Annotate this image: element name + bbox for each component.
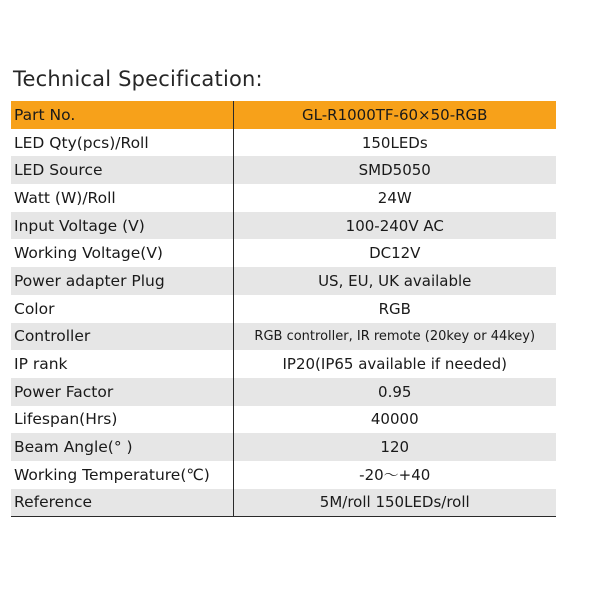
table-row [11, 212, 556, 240]
row-value: 100-240V AC [233, 212, 556, 240]
table-row [11, 489, 556, 517]
row-label: Color [11, 295, 233, 323]
page-title: Technical Specification: [13, 67, 263, 91]
table-row [11, 156, 556, 184]
row-value: 24W [233, 184, 556, 212]
row-label: Watt (W)/Roll [11, 184, 233, 212]
row-value: 0.95 [233, 378, 556, 406]
table-row [11, 267, 556, 295]
row-value: 5M/roll 150LEDs/roll [233, 489, 556, 517]
row-value: 40000 [233, 406, 556, 434]
table-row [11, 461, 556, 489]
table-header-row [11, 101, 556, 129]
row-label: Working Temperature(℃) [11, 461, 233, 489]
row-value: 150LEDs [233, 129, 556, 157]
row-value: RGB [233, 295, 556, 323]
table-row [11, 129, 556, 157]
table-row [11, 323, 556, 351]
table-row [11, 350, 556, 378]
row-label: LED Qty(pcs)/Roll [11, 129, 233, 157]
row-value: DC12V [233, 239, 556, 267]
row-value: 120 [233, 433, 556, 461]
spec-table [11, 101, 556, 517]
row-label: Power Factor [11, 378, 233, 406]
row-label: Lifespan(Hrs) [11, 406, 233, 434]
row-value: RGB controller, IR remote (20key or 44key) [233, 323, 556, 351]
row-label: Input Voltage (V) [11, 212, 233, 240]
row-value: IP20(IP65 available if needed) [233, 350, 556, 378]
table-row [11, 295, 556, 323]
row-label: Controller [11, 323, 233, 351]
table-row [11, 184, 556, 212]
part-no-value: GL-R1000TF-60×50-RGB [233, 101, 556, 129]
table-row [11, 239, 556, 267]
row-label: Power adapter Plug [11, 267, 233, 295]
row-value: SMD5050 [233, 156, 556, 184]
row-label: Working Voltage(V) [11, 239, 233, 267]
table-row [11, 433, 556, 461]
row-value: -20～+40 [233, 461, 556, 489]
row-label: Beam Angle(° ) [11, 433, 233, 461]
row-label: LED Source [11, 156, 233, 184]
row-label: Reference [11, 489, 233, 517]
row-label: IP rank [11, 350, 233, 378]
table-row [11, 406, 556, 434]
row-value: US, EU, UK available [233, 267, 556, 295]
part-no-label: Part No. [11, 101, 233, 129]
table-row [11, 378, 556, 406]
